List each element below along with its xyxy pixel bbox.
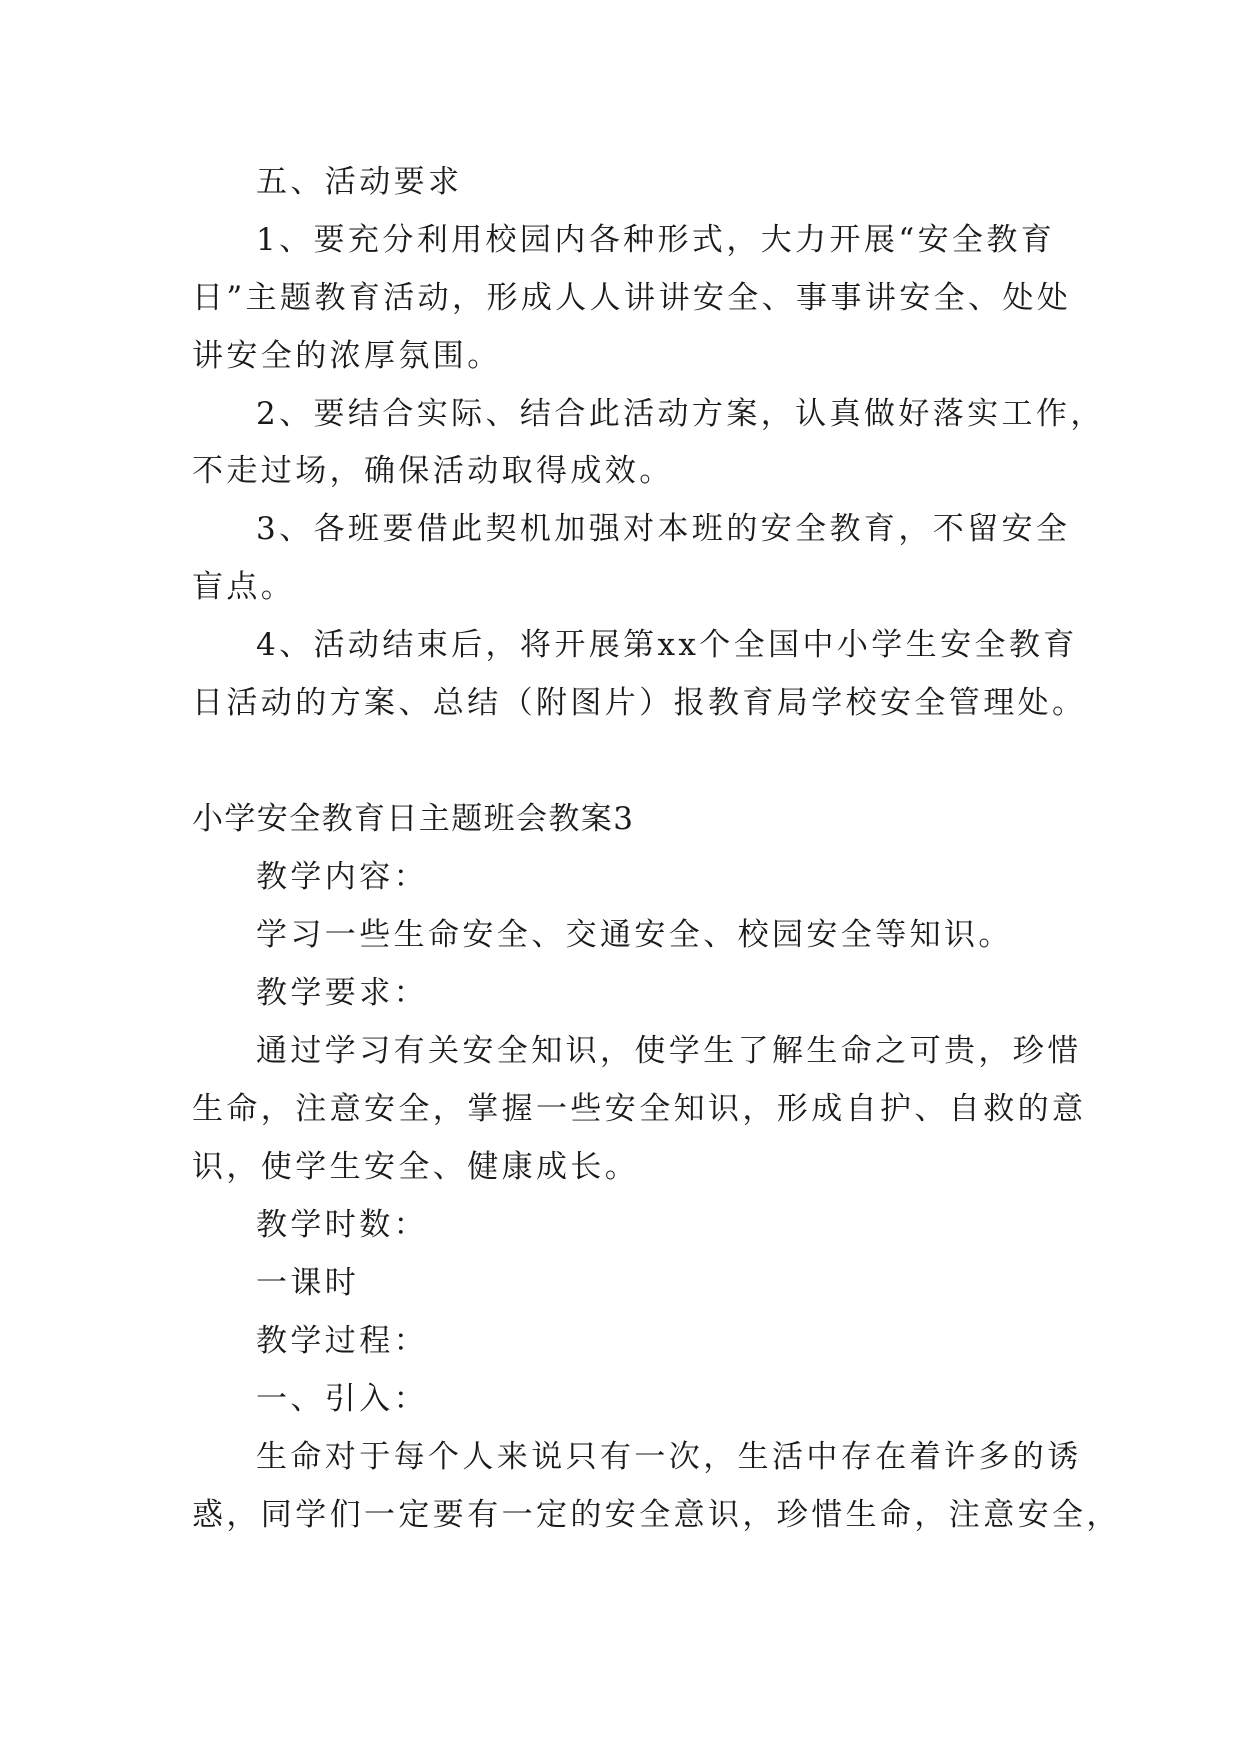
paragraph-line: 日活动的方案、总结（附图片）报教育局学校安全管理处。 bbox=[192, 685, 1087, 721]
paragraph-line: 学习一些生命安全、交通安全、校园安全等知识。 bbox=[256, 917, 1013, 953]
paragraph-line: 生命，注意安全，掌握一些安全知识，形成自护、自救的意 bbox=[192, 1091, 1087, 1127]
paragraph-line: 生命对于每个人来说只有一次，生活中存在着许多的诱 bbox=[256, 1439, 1082, 1475]
paragraph-line: 识，使学生安全、健康成长。 bbox=[192, 1149, 640, 1185]
paragraph-line: 日”主题教育活动，形成人人讲讲安全、事事讲安全、处处 bbox=[192, 280, 1072, 316]
paragraph-line: 通过学习有关安全知识，使学生了解生命之可贵，珍惜 bbox=[256, 1033, 1082, 1069]
paragraph-line: 惑，同学们一定要有一定的安全意识，珍惜生命，注意安全， bbox=[192, 1497, 1121, 1533]
paragraph-line: 不走过场，确保活动取得成效。 bbox=[192, 453, 674, 489]
label-teaching-hours: 教学时数： bbox=[256, 1207, 428, 1243]
paragraph-line: 3、各班要借此契机加强对本班的安全教育，不留安全 bbox=[256, 511, 1071, 547]
paragraph-line: 2、要结合实际、结合此活动方案，认真做好落实工作， bbox=[256, 396, 1105, 432]
paragraph-line: 讲安全的浓厚氛围。 bbox=[192, 338, 502, 374]
paragraph-line: 盲点。 bbox=[192, 569, 296, 605]
paragraph-line: 1、要充分利用校园内各种形式，大力开展“安全教育 bbox=[256, 222, 1056, 258]
label-introduction: 一、引入： bbox=[256, 1381, 428, 1417]
paragraph-line: 一课时 bbox=[256, 1265, 360, 1301]
label-teaching-requirements: 教学要求： bbox=[256, 975, 428, 1011]
label-teaching-content: 教学内容： bbox=[256, 859, 428, 895]
paragraph-line: 4、活动结束后，将开展第xx个全国中小学生安全教育 bbox=[256, 627, 1078, 663]
section-heading-activity-requirements: 五、活动要求 bbox=[256, 164, 463, 200]
lesson-plan-title: 小学安全教育日主题班会教案3 bbox=[192, 801, 635, 837]
label-teaching-process: 教学过程： bbox=[256, 1323, 428, 1359]
